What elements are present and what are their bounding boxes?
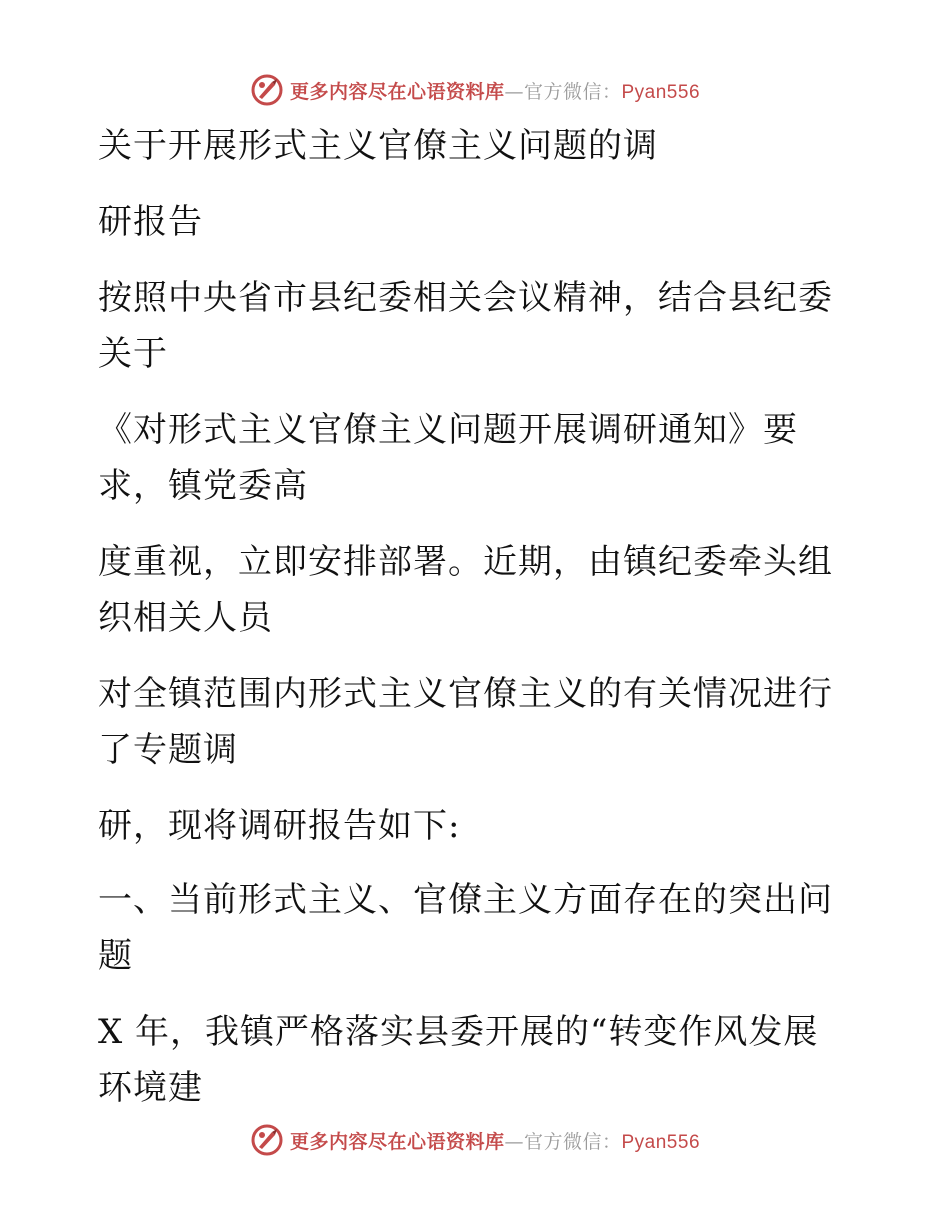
watermark-text: 更多内容尽在心语资料库—官方微信：Pyan556: [289, 80, 701, 103]
paragraph-line: X 年，我镇严格落实县委开展的“转变作风发展: [98, 1012, 819, 1052]
paragraph-line: 求，镇党委高: [98, 466, 308, 506]
header-watermark: [0, 70, 950, 110]
watermark-text: 更多内容尽在心语资料库—官方微信：Pyan556: [289, 1130, 701, 1153]
title-line-1: 关于开展形式主义官僚主义问题的调: [98, 126, 658, 166]
paragraph-line: 《对形式主义官僚主义问题开展调研通知》要: [98, 410, 798, 450]
paragraph-line: 织相关人员: [98, 598, 273, 638]
paragraph-line: 了专题调: [98, 730, 238, 770]
paragraph-line: 按照中央省市县纪委相关会议精神，结合县纪委: [98, 278, 833, 318]
section-heading-line: 题: [98, 936, 133, 976]
quill-seal-icon: [250, 1123, 284, 1157]
paragraph-line: 度重视，立即安排部署。近期，由镇纪委牵头组: [98, 542, 833, 582]
paragraph-line: 环境建: [98, 1068, 203, 1108]
section-heading-line: 一、当前形式主义、官僚主义方面存在的突出问: [98, 880, 833, 920]
title-line-2: 研报告: [98, 202, 203, 242]
paragraph-line: 对全镇范围内形式主义官僚主义的有关情况进行: [98, 674, 833, 714]
footer-watermark: [0, 1120, 950, 1160]
paragraph-line: 研，现将调研报告如下:: [98, 806, 461, 846]
paragraph-line: 关于: [98, 334, 168, 374]
quill-seal-icon: [250, 73, 284, 107]
